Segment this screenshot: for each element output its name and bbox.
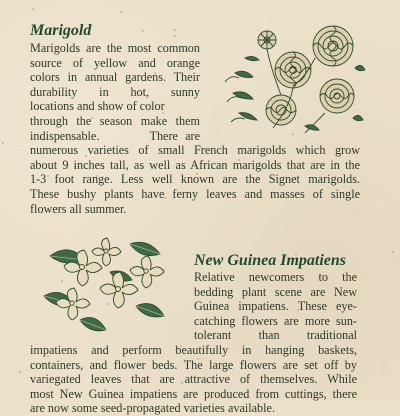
marigold-flower-icon [313,26,353,66]
marigold-line: durability in hot, sunny [30,84,200,99]
marigold-line: numerous varieties of small French marigolds which grow [30,143,360,158]
marigold-line: These bushy plants have ferny leaves and masses of single [30,187,360,201]
paper-speck [19,371,21,373]
marigold-line: locations and show of color [30,99,165,114]
paper-speck [390,176,391,177]
marigold-line: colors in annual gardens. Their [30,70,200,85]
paper-speck [2,142,4,144]
paper-speck [174,35,176,37]
impatiens-line: containers, and flower beds. The large flowers are set off by [30,357,357,372]
paper-speck [379,203,380,204]
paper-speck [378,128,379,129]
impatiens-line: Relative newcomers to the [194,270,357,284]
marigold-line: about 9 inches tall, as well as African marigolds that are in the [30,157,360,172]
impatiens-flower-icon [100,272,138,308]
paper-speck [120,11,122,13]
marigold-title: Marigold [30,22,92,39]
paper-speck [3,299,4,300]
paper-speck [32,8,34,10]
impatiens-line: bedding plant scene are New [194,284,357,299]
impatiens-title: New Guinea Impatiens [194,252,347,269]
impatiens-line: variegated leaves that are attractive of themselves. While [30,372,357,387]
impatiens-line: catching flowers are more sun- [194,313,357,328]
paper-speck [174,29,176,31]
marigold-line: source of yellow and orange [30,55,200,70]
marigold-line: indispensable. There are [30,128,200,143]
paper-speck [178,35,179,36]
marigold-illustration [205,18,365,138]
impatiens-flower-icon [92,238,121,266]
marigold-flower-icon [320,79,354,113]
impatiens-line: impatiens and perform beautifully in hanging baskets, [30,343,357,357]
marigold-line: Marigolds are the most common [30,41,200,55]
marigold-line: through the season make them [30,114,200,128]
marigold-flower-icon [266,95,296,125]
paper-speck [195,20,196,21]
paper-speck [142,30,144,32]
paper-speck [306,139,307,140]
paper-speck [193,25,194,26]
impatiens-line: tolerant than traditional [194,328,357,343]
marigold-bud-icon [258,31,276,49]
impatiens-flower-icon [130,256,164,288]
paper-speck [392,260,393,261]
impatiens-line: Guinea impatiens. These eye- [194,299,357,314]
paper-speck [392,251,394,253]
marigold-line: 1-3 foot range. Less well known are the Signet marigolds. [30,172,360,187]
impatiens-illustration [40,236,170,336]
marigold-flower-icon [275,52,311,88]
paper-speck [383,367,385,369]
impatiens-line: most New Guinea impatiens are produced from cuttings, there [30,386,357,401]
paper-speck [9,128,10,129]
impatiens-line: are now some seed-propagated varieties available. [30,401,275,416]
paper-speck [20,146,21,147]
marigold-line: flowers all summer. [30,201,127,216]
paper-speck [194,222,195,223]
